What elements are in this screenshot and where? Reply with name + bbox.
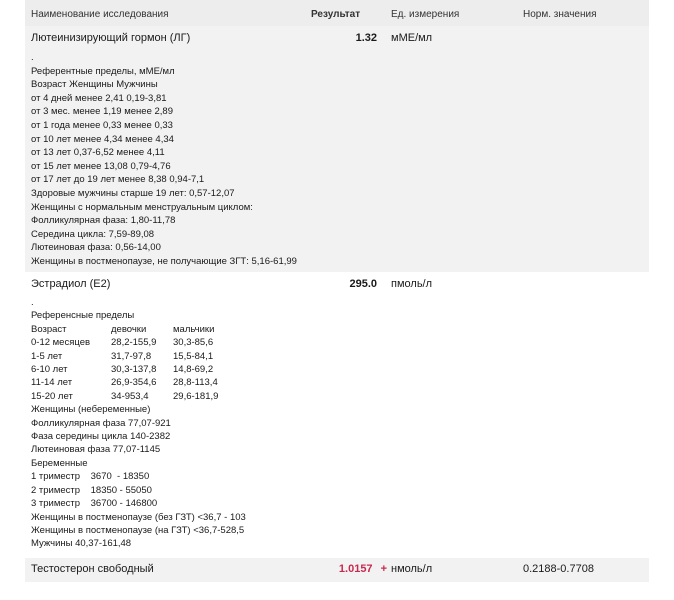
table-cell: 30,3-137,8 (111, 364, 157, 376)
col-result-header: Результат (311, 9, 361, 20)
table-row (25, 558, 649, 582)
note-line: Лютеиновая фаза 77,07-1145 (31, 444, 161, 456)
table-cell: 29,6-181,9 (173, 390, 219, 402)
table-cell: 30,3-85,6 (173, 337, 214, 349)
table-row (25, 272, 649, 558)
table-cell: 31,7-97,8 (111, 350, 152, 362)
test-unit: мМЕ/мл (391, 32, 433, 44)
high-flag: + (380, 563, 387, 575)
table-row (31, 336, 218, 349)
col-name-header: Наименование исследования (31, 9, 169, 20)
note-line: Женщины в постменопаузе (без ГЗТ) <36,7 - 103 (31, 511, 246, 523)
results-table (25, 0, 649, 582)
table-cell: 28,8-113,4 (173, 377, 218, 389)
table-cell: 26,9-354,6 (111, 377, 157, 389)
note-line: Женщины с нормальным менструальным циклом: (31, 201, 253, 213)
test-name: Лютеинизирующий гормон (ЛГ) (31, 32, 191, 44)
table-cell: 11-14 лет (31, 377, 73, 389)
reference-age-table (31, 323, 218, 403)
note-line: от 17 лет до 19 лет менее 8,38 0,94-7,1 (31, 174, 205, 186)
test-result: 1.32 (355, 32, 377, 44)
note-line: от 4 дней менее 2,41 0,19-3,81 (31, 92, 167, 104)
note-line: Референтные пределы, мМЕ/мл (31, 65, 175, 77)
note-line: 1 триместр 3670 - 18350 (31, 471, 150, 483)
note-line: . (31, 52, 34, 63)
note-line: Возраст Женщины Мужчины (31, 79, 158, 91)
note-line: от 15 лет менее 13,08 0,79-4,76 (31, 160, 171, 172)
table-row (31, 350, 218, 363)
note-line: 3 триместр 36700 - 146800 (31, 498, 158, 510)
table-cell: 6-10 лет (31, 364, 68, 376)
table-cell: Возраст (31, 323, 67, 335)
table-cell: 14,8-69,2 (173, 364, 214, 376)
reference-note (31, 51, 297, 269)
table-cell: 15-20 лет (31, 390, 73, 402)
table-row (31, 323, 218, 336)
table-header (25, 0, 649, 26)
note-line: Фолликулярная фаза 77,07-921 (31, 417, 171, 429)
test-result: 295.0 (349, 278, 377, 290)
note-line: Фолликулярная фаза: 1,80-11,78 (31, 215, 176, 227)
note-line: Женщины (небеременные) (31, 404, 151, 416)
col-unit-header: Ед. измерения (391, 9, 460, 20)
note-line: 2 триместр 18350 - 55050 (31, 484, 152, 496)
table-cell: девочки (111, 323, 147, 335)
note-line: Референсные пределы (31, 310, 135, 322)
note-line: Здоровые мужчины старше 19 лет: 0,57-12,07 (31, 187, 235, 199)
test-result-cell (339, 563, 387, 575)
test-name: Тестостерон свободный (31, 563, 154, 575)
table-cell: 15,5-84,1 (173, 350, 214, 362)
table-cell: 1-5 лет (31, 350, 63, 362)
note-line: . (31, 297, 34, 308)
table-cell: мальчики (173, 323, 215, 335)
table-row (31, 390, 218, 403)
note-line: от 13 лет 0,37-6,52 менее 4,11 (31, 147, 165, 159)
note-line: Лютеиновая фаза: 0,56-14,00 (31, 242, 161, 254)
note-line: Мужчины 40,37-161,48 (31, 538, 132, 550)
col-norm-header: Норм. значения (523, 9, 597, 20)
note-line: Беременные (31, 457, 88, 469)
table-row (31, 376, 218, 389)
table-row (31, 363, 218, 376)
table-cell: 28,2-155,9 (111, 337, 157, 349)
note-line: от 1 года менее 0,33 менее 0,33 (31, 119, 173, 131)
reference-note (31, 296, 246, 551)
test-unit: нмоль/л (391, 563, 433, 575)
test-result: 1.0157 (338, 563, 373, 575)
test-norm: 0.2188-0.7708 (523, 563, 594, 575)
table-cell: 0-12 месяцев (31, 337, 91, 349)
table-cell: 34-953,4 (111, 390, 149, 402)
note-line: от 3 мес. менее 1,19 менее 2,89 (31, 106, 173, 118)
note-line: Середина цикла: 7,59-89,08 (31, 228, 155, 240)
note-line: Женщины в постменопаузе, не получающие ЗГТ: 5,16-61,99 (31, 255, 297, 267)
note-line: Женщины в постменопаузе (на ГЗТ) <36,7-528,5 (31, 524, 245, 536)
table-row (25, 26, 649, 272)
test-unit: пмоль/л (391, 278, 433, 290)
test-name: Эстрадиол (Е2) (31, 278, 111, 290)
note-line: от 10 лет менее 4,34 менее 4,34 (31, 133, 174, 145)
note-line: Фаза середины цикла 140-2382 (31, 431, 171, 443)
